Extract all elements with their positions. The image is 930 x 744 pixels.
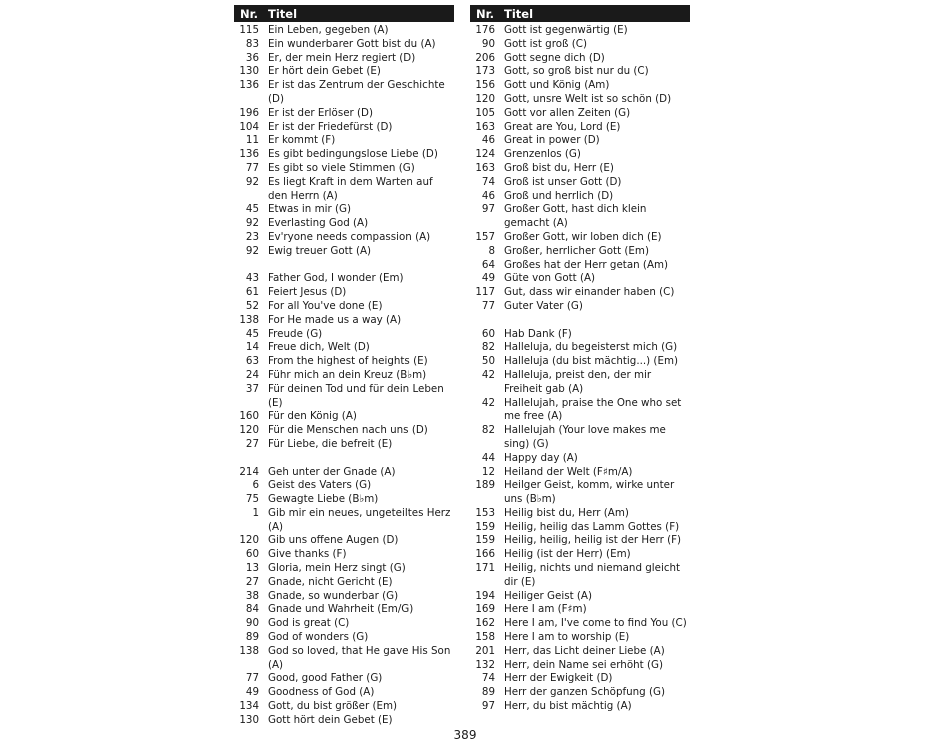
index-entry: [470, 107, 690, 121]
index-entry: [470, 479, 690, 507]
song-number: 136: [239, 148, 259, 161]
song-title: Heilig, nichts und niemand gleicht dir (E): [504, 562, 681, 588]
song-title: Großer Gott, hast dich klein gemacht (A): [504, 203, 647, 230]
song-number: 77: [245, 161, 259, 174]
song-title: Guter Vater (G): [504, 299, 583, 312]
index-entry: [234, 479, 454, 493]
song-number: 97: [481, 203, 495, 216]
song-title: Here I am to worship (E): [504, 631, 630, 644]
index-entry: [234, 548, 454, 562]
index-entry: [470, 52, 690, 66]
index-entry: [234, 493, 454, 507]
song-title: Es gibt so viele Stimmen (G): [268, 161, 415, 174]
song-number: 169: [475, 603, 495, 616]
song-number: 214: [239, 465, 259, 478]
index-entry: [470, 424, 690, 452]
song-number: 97: [481, 700, 495, 713]
song-number: 138: [239, 313, 259, 326]
index-column-left: [234, 5, 454, 728]
song-title: Führ mich an dein Kreuz (B♭m): [268, 368, 427, 381]
index-entry: [470, 176, 690, 190]
index-entry: [234, 300, 454, 314]
index-entry: [234, 631, 454, 645]
index-entry: [234, 438, 454, 452]
index-entry: [234, 328, 454, 342]
song-title: Gewagte Liebe (B♭m): [268, 493, 379, 506]
song-number: 74: [481, 175, 495, 188]
song-number: 158: [475, 631, 495, 644]
song-title: Großer Gott, wir loben dich (E): [504, 230, 662, 243]
song-title: Heilig bist du, Herr (Am): [504, 506, 629, 519]
song-number: 90: [245, 617, 259, 630]
song-number: 61: [245, 286, 259, 299]
index-entry: [470, 617, 690, 631]
index-entry: [470, 686, 690, 700]
song-title: Etwas in mir (G): [268, 203, 351, 216]
song-title: Er ist der Erlöser (D): [268, 106, 373, 119]
song-title: Gnade, nicht Gericht (E): [268, 575, 393, 588]
song-number: 64: [481, 258, 495, 271]
index-entry: [470, 645, 690, 659]
song-number: 166: [475, 548, 495, 561]
song-title: Gott, so groß bist nur du (C): [504, 65, 649, 78]
song-title: Halleluja, preist den, der mir Freiheit gab (A): [504, 368, 652, 395]
index-entry: [234, 148, 454, 162]
song-title: Herr, du bist mächtig (A): [504, 700, 632, 713]
song-number: 1: [252, 506, 259, 519]
index-entry: [470, 590, 690, 604]
index-entry: [234, 162, 454, 176]
song-number: 196: [239, 106, 259, 119]
header-title: Titel: [504, 6, 534, 21]
song-number: 77: [245, 672, 259, 685]
song-title: Ein Leben, gegeben (A): [268, 24, 389, 36]
column-header: [234, 5, 454, 22]
index-entry: [234, 314, 454, 328]
index-entry: [470, 507, 690, 521]
song-title: Here I am (F♯m): [504, 603, 587, 616]
song-number: 136: [239, 79, 259, 92]
song-title: Grenzenlos (G): [504, 148, 581, 161]
index-entry: [234, 466, 454, 480]
song-title: Großer, herrlicher Gott (Em): [504, 244, 649, 257]
song-number: 49: [245, 686, 259, 699]
song-title: Good, good Father (G): [268, 672, 383, 685]
index-entry: [234, 672, 454, 686]
song-number: 105: [475, 106, 495, 119]
song-title: Father God, I wonder (Em): [268, 272, 404, 285]
song-number: 27: [245, 437, 259, 450]
song-title: Gib uns offene Augen (D): [268, 534, 399, 547]
index-entry: [470, 79, 690, 93]
song-title: Gott und König (Am): [504, 79, 610, 92]
song-number: 13: [245, 562, 259, 575]
song-number: 153: [475, 506, 495, 519]
song-number: 189: [475, 479, 495, 492]
song-title: Für Liebe, die befreit (E): [268, 437, 393, 450]
song-title: Herr, das Licht deiner Liebe (A): [504, 644, 665, 657]
song-title: Herr der ganzen Schöpfung (G): [504, 686, 665, 699]
index-entry: [470, 534, 690, 548]
song-number: 42: [481, 368, 495, 381]
song-number: 138: [239, 644, 259, 657]
index-column-right: [470, 5, 690, 714]
song-title: Heiliger Geist (A): [504, 589, 592, 602]
song-number: 24: [245, 368, 259, 381]
index-entry: [470, 300, 690, 314]
index-entry: [234, 341, 454, 355]
song-title: God so loved, that He gave His Son (A): [268, 644, 451, 671]
song-title: Goodness of God (A): [268, 686, 375, 699]
index-entry: [234, 272, 454, 286]
index-entry: [234, 217, 454, 231]
song-number: 45: [245, 203, 259, 216]
song-number: 27: [245, 575, 259, 588]
song-title: Er ist der Friedefürst (D): [268, 120, 393, 133]
song-number: 49: [481, 272, 495, 285]
song-number: 120: [239, 534, 259, 547]
song-number: 46: [481, 134, 495, 147]
index-entry: [470, 603, 690, 617]
song-title: Gib mir ein neues, ungeteiltes Herz (A): [268, 506, 451, 533]
index-entry: [470, 134, 690, 148]
song-title: Gott ist gegenwärtig (E): [504, 24, 628, 36]
song-number: 43: [245, 272, 259, 285]
index-entry: [234, 355, 454, 369]
index-entry: [234, 107, 454, 121]
song-title: Hab Dank (F): [504, 327, 572, 340]
song-number: 104: [239, 120, 259, 133]
song-title: Great are You, Lord (E): [504, 120, 621, 133]
index-entry: [234, 369, 454, 383]
song-number: 90: [481, 37, 495, 50]
index-entry: [234, 231, 454, 245]
song-number: 171: [475, 562, 495, 575]
index-entry: [234, 686, 454, 700]
index-entry: [470, 162, 690, 176]
index-entry: [470, 24, 690, 38]
index-entry: [470, 355, 690, 369]
song-title: Gott vor allen Zeiten (G): [504, 106, 631, 119]
header-number: Nr.: [240, 6, 259, 21]
index-entry: [470, 672, 690, 686]
song-number: 37: [245, 382, 259, 395]
song-title: Heilig (ist der Herr) (Em): [504, 548, 631, 561]
song-number: 11: [245, 134, 259, 147]
song-title: Hallelujah, praise the One who set me free (A): [504, 396, 682, 423]
song-number: 45: [245, 327, 259, 340]
song-number: 117: [475, 286, 495, 299]
song-number: 83: [245, 37, 259, 50]
song-title: Groß und herrlich (D): [504, 189, 614, 202]
song-title: God of wonders (G): [268, 631, 369, 644]
song-number: 14: [245, 341, 259, 354]
song-title: From the highest of heights (E): [268, 355, 428, 368]
song-number: 159: [475, 520, 495, 533]
song-title: Gloria, mein Herz singt (G): [268, 562, 406, 575]
song-number: 44: [481, 451, 495, 464]
song-number: 130: [239, 713, 259, 726]
index-entry: [470, 548, 690, 562]
index-entry: [234, 52, 454, 66]
index-entry: [470, 521, 690, 535]
song-title: Er, der mein Herz regiert (D): [268, 51, 416, 64]
header-title: Titel: [268, 6, 298, 21]
song-number: 89: [245, 631, 259, 644]
song-title: Halleluja (du bist mächtig...) (Em): [504, 355, 679, 368]
index-entry: [470, 562, 690, 590]
index-entry: [234, 245, 454, 259]
song-title: Heilger Geist, komm, wirke unter uns (B♭m): [504, 479, 675, 506]
song-title: Gnade und Wahrheit (Em/G): [268, 603, 414, 616]
index-entry: [234, 590, 454, 604]
index-entry: [234, 79, 454, 107]
song-number: 63: [245, 355, 259, 368]
song-number: 194: [475, 589, 495, 602]
song-number: 130: [239, 65, 259, 78]
song-title: Herr, dein Name sei erhöht (G): [504, 658, 663, 671]
song-title: Er ist das Zentrum der Geschichte (D): [268, 79, 445, 105]
song-number: 120: [475, 92, 495, 105]
index-entry: [234, 507, 454, 535]
index-entry: [470, 369, 690, 397]
song-title: Güte von Gott (A): [504, 272, 596, 285]
index-entry: [234, 714, 454, 728]
song-title: Freude (G): [268, 327, 323, 340]
song-title: Gott hört dein Gebet (E): [268, 713, 393, 726]
index-entry: [470, 700, 690, 714]
index-entry: [470, 121, 690, 135]
index-entry: [234, 24, 454, 38]
song-title: God is great (C): [268, 617, 350, 630]
song-title: Ein wunderbarer Gott bist du (A): [268, 37, 436, 50]
index-entry: [470, 452, 690, 466]
index-entry: [234, 534, 454, 548]
song-number: 92: [245, 217, 259, 230]
song-title: Heilig, heilig das Lamm Gottes (F): [504, 520, 680, 533]
index-entry: [470, 245, 690, 259]
index-entry: [234, 65, 454, 79]
song-title: Great in power (D): [504, 134, 600, 147]
index-entry: [470, 328, 690, 342]
index-entry: [470, 203, 690, 231]
song-number: 50: [481, 355, 495, 368]
song-number: 124: [475, 148, 495, 161]
index-entry: [470, 65, 690, 79]
song-title: Geist des Vaters (G): [268, 479, 372, 492]
song-title: For all You've done (E): [268, 299, 383, 312]
index-entry: [470, 341, 690, 355]
song-number: 89: [481, 686, 495, 699]
index-entry: [234, 134, 454, 148]
song-title: Herr der Ewigkeit (D): [504, 672, 613, 685]
song-title: Gott, unsre Welt ist so schön (D): [504, 92, 672, 105]
song-title: Heiland der Welt (F♯m/A): [504, 465, 633, 478]
song-number: 156: [475, 79, 495, 92]
index-entry: [234, 617, 454, 631]
song-title: Es gibt bedingungslose Liebe (D): [268, 148, 438, 161]
song-title: Hallelujah (Your love makes me sing) (G): [504, 424, 666, 450]
index-entry: [234, 121, 454, 135]
song-number: 52: [245, 299, 259, 312]
song-number: 134: [239, 700, 259, 713]
index-entry: [234, 562, 454, 576]
song-title: Gott, du bist größer (Em): [268, 700, 398, 713]
song-title: Everlasting God (A): [268, 217, 369, 230]
song-title: Feiert Jesus (D): [268, 286, 347, 299]
song-number: 8: [488, 244, 495, 257]
song-title: Großes hat der Herr getan (Am): [504, 258, 669, 271]
song-number: 162: [475, 617, 495, 630]
song-number: 120: [239, 424, 259, 437]
song-number: 77: [481, 299, 495, 312]
song-list: [470, 24, 690, 714]
song-number: 6: [252, 479, 259, 492]
song-number: 115: [239, 24, 259, 36]
index-entry: [234, 176, 454, 204]
index-entry: [234, 645, 454, 673]
song-title: Geh unter der Gnade (A): [268, 465, 396, 478]
song-number: 60: [481, 327, 495, 340]
song-number: 42: [481, 396, 495, 409]
song-number: 132: [475, 658, 495, 671]
song-title: Gut, dass wir einander haben (C): [504, 286, 675, 299]
song-title: Es liegt Kraft in dem Warten auf den Herrn (A): [268, 175, 433, 202]
index-entry: [234, 286, 454, 300]
song-list: [234, 24, 454, 728]
song-number: 60: [245, 548, 259, 561]
song-number: 157: [475, 230, 495, 243]
song-title: Happy day (A): [504, 451, 578, 464]
index-entry: [234, 383, 454, 411]
page-number: 389: [453, 728, 477, 742]
index-entry: [234, 424, 454, 438]
index-entry: [470, 259, 690, 273]
song-title: Er hört dein Gebet (E): [268, 65, 381, 78]
song-number: 163: [475, 120, 495, 133]
index-entry: [470, 286, 690, 300]
index-entry: [234, 203, 454, 217]
index-entry: [234, 700, 454, 714]
song-title: Für deinen Tod und für dein Leben (E): [268, 382, 444, 409]
song-title: Freue dich, Welt (D): [268, 341, 370, 354]
song-title: Halleluja, du begeisterst mich (G): [504, 341, 678, 354]
song-number: 92: [245, 175, 259, 188]
song-title: Für die Menschen nach uns (D): [268, 424, 428, 437]
song-number: 38: [245, 589, 259, 602]
column-header: [470, 5, 690, 22]
song-number: 160: [239, 410, 259, 423]
song-title: Groß bist du, Herr (E): [504, 161, 614, 174]
index-entry: [470, 466, 690, 480]
index-entry: [234, 410, 454, 424]
song-number: 82: [481, 341, 495, 354]
index-entry: [470, 397, 690, 425]
song-title: Ev'ryone needs compassion (A): [268, 230, 431, 243]
song-number: 84: [245, 603, 259, 616]
song-number: 12: [481, 465, 495, 478]
song-number: 201: [475, 644, 495, 657]
song-title: Groß ist unser Gott (D): [504, 175, 622, 188]
index-entry: [470, 272, 690, 286]
song-title: Give thanks (F): [268, 548, 347, 561]
song-number: 173: [475, 65, 495, 78]
song-number: 82: [481, 424, 495, 437]
index-entry: [234, 576, 454, 590]
index-entry: [470, 231, 690, 245]
index-entry: [470, 190, 690, 204]
song-number: 206: [475, 51, 495, 64]
song-number: 159: [475, 534, 495, 547]
song-number: 176: [475, 24, 495, 36]
song-title: Heilig, heilig, heilig ist der Herr (F): [504, 534, 682, 547]
song-title: Gnade, so wunderbar (G): [268, 589, 399, 602]
song-number: 163: [475, 161, 495, 174]
index-entry: [234, 603, 454, 617]
song-title: Für den König (A): [268, 410, 357, 423]
song-title: Here I am, I've come to find You (C): [504, 617, 687, 630]
song-number: 46: [481, 189, 495, 202]
index-entry: [470, 148, 690, 162]
song-title: Gott segne dich (D): [504, 51, 605, 64]
song-number: 74: [481, 672, 495, 685]
song-number: 36: [245, 51, 259, 64]
index-entry: [234, 38, 454, 52]
song-number: 92: [245, 244, 259, 257]
index-entry: [470, 631, 690, 645]
song-title: Gott ist groß (C): [504, 37, 587, 50]
index-entry: [470, 38, 690, 52]
index-entry: [470, 659, 690, 673]
song-title: Er kommt (F): [268, 134, 336, 147]
song-number: 75: [245, 493, 259, 506]
song-title: For He made us a way (A): [268, 313, 402, 326]
index-entry: [470, 93, 690, 107]
header-number: Nr.: [476, 6, 495, 21]
song-title: Ewig treuer Gott (A): [268, 244, 372, 257]
song-number: 23: [245, 230, 259, 243]
